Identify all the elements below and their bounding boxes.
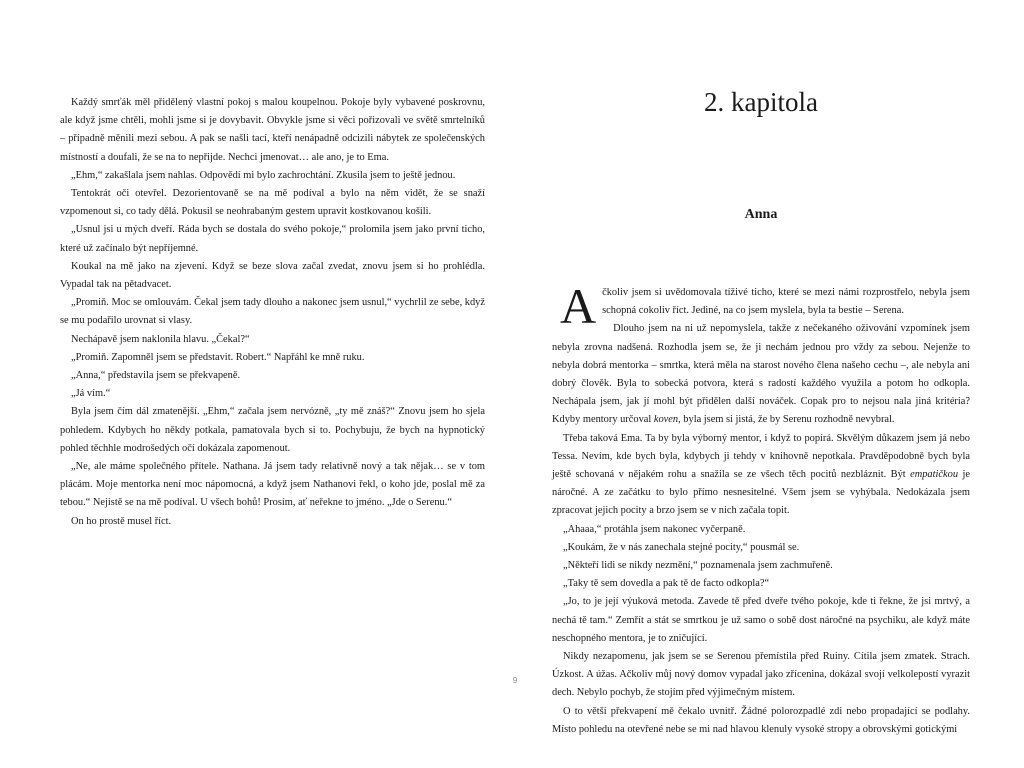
paragraph-ema-text: Třeba taková Ema. Ta by byla výborný mentor, i když to popírá. Skvělým důkazem jsem já nebo Tessa. Nevím, kde bych byla, kdybych ji tehdy v knihovně nepotkala. Pravděpodobně bych byla ještě schovaná v nějakém rohu a snažila se ze všech těch pocitů nezbláznit. Být [552, 432, 970, 481]
paragraph-3: Tentokrát oči otevřel. Dezorientovaně se na mě podíval a bylo na něm vidět, že se snaží vzpomenout si, co tady dělá. Pokusil se neohrabaným gestem upravit kostkovanou košili. [60, 188, 485, 218]
paragraph-ahaaa: „Ahaaa,“ protáhla jsem nakonec vyčerpaně. [563, 523, 746, 535]
paragraph-koukam: „Koukám, že v nás zanechala stejné pocity,“ pousmál se. [563, 541, 800, 553]
page-number: 9 [512, 676, 518, 685]
paragraph-5: Koukal na mě jako na zjevení. Když se beze slova začal zvedat, znovu jsem si ho prohlédla. Vypadal tak na pětadvacet. [60, 260, 485, 291]
emphasis-empatickou: empatičkou [910, 469, 959, 481]
paragraph-8: „Promiň. Zapomněl jsem se představit. Robert.“ Napřáhl ke mně ruku. [71, 351, 365, 363]
chapter-title: 2. kapitola [704, 87, 818, 117]
paragraph-7: Nechápavě jsem naklonila hlavu. „Čekal?“ [71, 333, 250, 345]
paragraph-nikdy: Nikdy nezapomenu, jak jsem se se Serenou přemístila před Ruiny. Cítila jsem zmatek. Strach. Úzkost. A úžas. Ačkoliv můj nový domov vypadal jako zřícenina, dokázal svojí velkolepostí vyrazit dech. Nebylo pochyb, že stojím před výjimečným místem. [552, 651, 970, 699]
section-title: Anna [744, 207, 778, 222]
paragraph-ema [552, 430, 970, 521]
paragraph-4: „Usnul jsi u mých dveří. Ráda bych se dostala do svého pokoje,“ prolomila jsem jako první ticho, které už začínalo být nepříjemné. [60, 224, 485, 254]
paragraph-mentor-tail: , byla jsem si jistá, že by Serenu rozhodně nevybral. [678, 414, 895, 426]
paragraph-9: „Anna,“ představila jsem se překvapeně. [71, 370, 241, 382]
paragraph-mentor [552, 320, 970, 429]
emphasis-koven: koven [653, 414, 679, 426]
paragraph-prekvapeni: O to větší překvapení mě čekalo uvnitř. Žádné polorozpadlé zdi nebo propadající se podlahy. Místo pohledu na otevřené nebe se mi nad hlavou klenuly vysoké stropy a obrovskými gotickými [552, 705, 970, 735]
paragraph-taky: „Taky tě sem dovedla a pak tě de facto odkopla?“ [563, 578, 770, 590]
right-page [552, 278, 970, 739]
drop-cap: A [560, 278, 597, 334]
paragraph-jo: „Jo, to je její výuková metoda. Zavede tě před dveře tvého pokoje, kde ti řekne, že jsi mrtvý, a nechá tě tam.“ Zemřít a stát se smrtkou je už samo o sobě dost náročné na psychiku, ale když máte neschopného mentora, je to zničující. [552, 596, 970, 644]
paragraph-ema-tail: je náročné. A ze začátku to bylo přímo nesnesitelné. Všem jsem se vyhýbala. Nedokázala jsem zpracovat jejich pocity a brzo jsem se v nich začala topit. [552, 469, 970, 517]
paragraph-6: „Promiň. Moc se omlouvám. Čekal jsem tady dlouho a nakonec jsem usnul,“ vychrlil ze sebe, když se mu podařilo urovnat si vlasy. [60, 297, 485, 327]
paragraph-nekteri: „Někteří lidi se nikdy nezmění,“ poznamenala jsem zachmuřeně. [563, 560, 833, 572]
paragraph-12: „Ne, ale máme společného přítele. Nathana. Já jsem tady relativně nový a tak nějak… se v tom plácám. Moje mentorka není moc nápomocná, a když jsem Nathanovi řekl, o koho jde, poslal mě za tebou.“ Nejistě se na mě podíval. U všech bohů! Prosím, ať neřekne to jméno. „Jde o Serenu.“ [60, 461, 485, 509]
opening-paragraph [552, 278, 970, 334]
paragraph-2: „Ehm,“ zakašlala jsem nahlas. Odpovědí mi bylo zachrochtání. Zkusila jsem to ještě jednou. [71, 169, 456, 181]
paragraph-10: „Já vím.“ [71, 388, 111, 400]
left-page [60, 94, 485, 531]
paragraph-11: Byla jsem čím dál zmatenější. „Ehm,“ začala jsem nervózně, „ty mě znáš?“ Znovu jsem ho sjela pohledem. Kdybych ho někdy potkala, pamatovala bych si to. Pochybuju, že bych na hypnotický pohled těchhle modrošedých očí dokázala zapomenout. [60, 406, 485, 454]
paragraph-13: On ho prostě musel říct. [71, 515, 172, 527]
opening-paragraph-text: čkoliv jsem si uvědomovala tíživé ticho, které se mezi námi rozprostřelo, nebyla jsem schopná cokoliv říct. Jediné, na co jsem myslela, byla ta bestie – Serena. [602, 287, 970, 317]
paragraph-1: Každý smrťák měl přidělený vlastní pokoj s malou koupelnou. Pokoje byly vybavené poskrovnu, ale když jsme chtěli, mohli jsme si je dovybavit. Obvykle jsme si věci pořizovali ve světě smrtelníků – případně měnili mezi sebou. A pak se našli tací, kteří nenápadně odcizili nábytek ze společenských místností a doufali, že se na to nepřijde. Nechci jmenovat… ale ano, je to Ema. [60, 97, 485, 163]
paragraph-mentor-text: Dlouho jsem na ni už nepomyslela, takže z nečekaného oživování vzpomínek jsem nebyla zrovna nadšená. Rozhodla jsem se, že ji nechám jednou pro vždy za sebou. Nejenže to nebyla dobrá mentorka – smrtka, která měla na starost nového člena našeho cechu –, ale nebyla ani dobrý člověk. Byla to sobecká potvora, která s radostí každého využila a potom ho odkopla. Nechápala jsem, jak jí mohl být přidělen další nováček. Copak pro to nejsou nala jiná kritéria? Kdyby mentory určoval [552, 323, 970, 426]
